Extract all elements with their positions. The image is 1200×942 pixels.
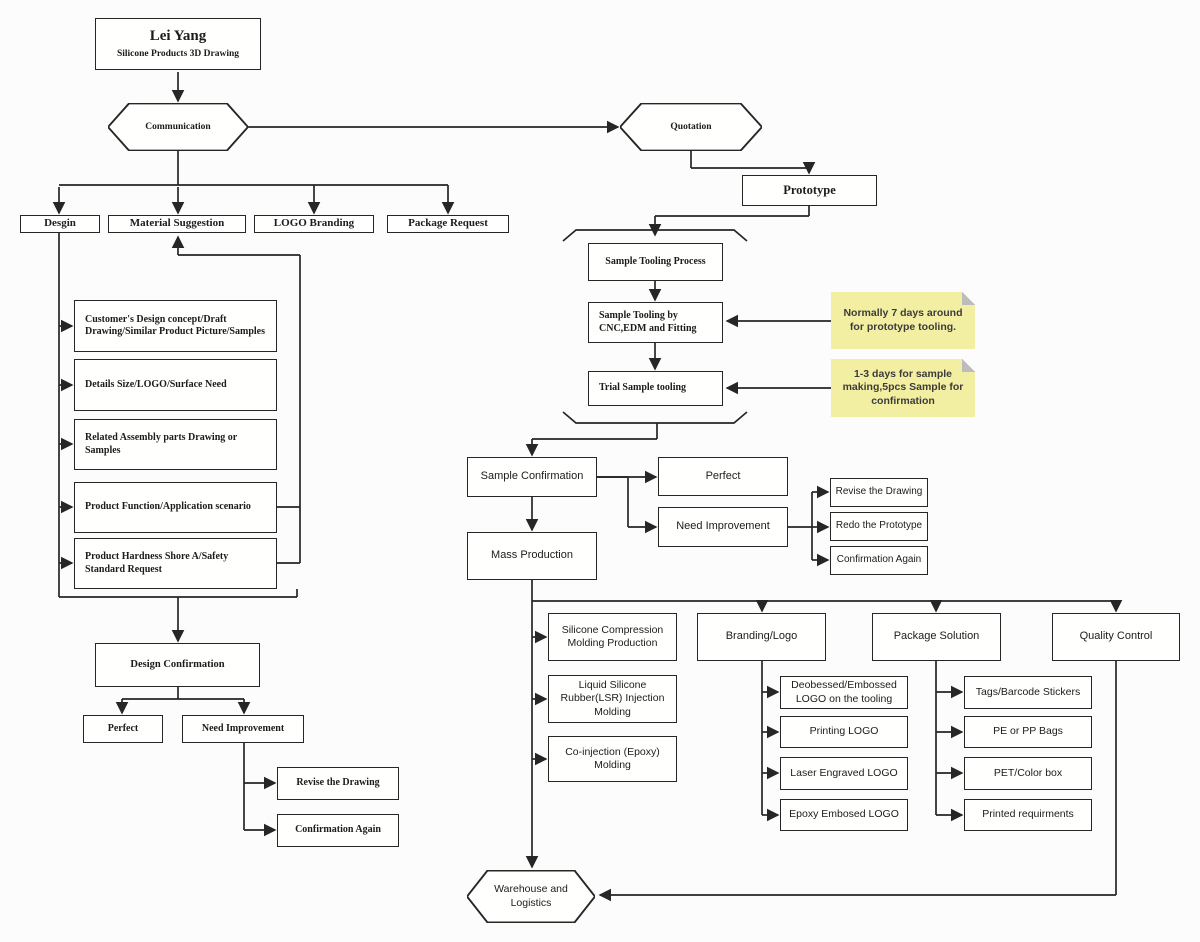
flow-node-package-solution: Package Solution: [872, 613, 1001, 661]
flow-node-trial-sample-tooling: Trial Sample tooling: [588, 371, 723, 406]
flow-node-perfect-left: Perfect: [83, 715, 163, 743]
flow-node-co-injection: Co-injection (Epoxy) Molding: [548, 736, 677, 782]
flow-node-package-request: Package Request: [387, 215, 509, 233]
flow-node-pe-pp-bags: PE or PP Bags: [964, 716, 1092, 748]
flow-hex-quotation: [620, 103, 762, 151]
sticky-note-text: Normally 7 days around for prototype tooling.: [843, 306, 963, 333]
flow-node-design-detail-3: Related Assembly parts Drawing or Samples: [74, 419, 277, 470]
flow-node-sample-tooling-process: Sample Tooling Process: [588, 243, 723, 281]
flow-node-design-detail-1: Customer's Design concept/Draft Drawing/Similar Product Picture/Samples: [74, 300, 277, 352]
flow-node-printed-requirments: Printed requirments: [964, 799, 1092, 831]
flow-node-redo-prototype: Redo the Prototype: [830, 512, 928, 541]
flow-node-lei-yang: [95, 18, 261, 70]
flow-node-lsr-injection: Liquid Silicone Rubber(LSR) Injection Molding: [548, 675, 677, 723]
flow-node-sample-confirmation: Sample Confirmation: [467, 457, 597, 497]
flow-hex-label: Quotation: [670, 121, 712, 132]
note-fold-corner-icon: [962, 292, 975, 305]
flow-node-design-detail-4: Product Function/Application scenario: [74, 482, 277, 533]
note-fold-corner-icon: [962, 359, 975, 372]
flow-node-desgin: Desgin: [20, 215, 100, 233]
flow-node-confirmation-again-left: Confirmation Again: [277, 814, 399, 847]
flow-node-sample-tooling-cnc: Sample Tooling by CNC,EDM and Fitting: [588, 302, 723, 343]
flow-node-logo-branding: LOGO Branding: [254, 215, 374, 233]
sticky-note-prototype-tooling: [831, 292, 975, 349]
flow-node-design-detail-2: Details Size/LOGO/Surface Need: [74, 359, 277, 411]
flow-node-perfect-right: Perfect: [658, 457, 788, 496]
flow-hex-label: Warehouse and Logistics: [494, 882, 568, 909]
flow-node-epoxy-logo: Epoxy Embosed LOGO: [780, 799, 908, 831]
sticky-note-text: 1-3 days for sample making,5pcs Sample for confirmation: [842, 367, 964, 407]
flow-hex-warehouse-logistics: [467, 870, 595, 923]
sticky-note-sample-making: [831, 359, 975, 417]
flow-node-prototype: Prototype: [742, 175, 877, 206]
flow-node-tags-barcode: Tags/Barcode Stickers: [964, 676, 1092, 709]
flow-title: Lei Yang: [149, 28, 207, 45]
flow-node-design-confirmation: Design Confirmation: [95, 643, 260, 687]
flow-node-revise-drawing-right: Revise the Drawing: [830, 478, 928, 507]
flow-node-need-improvement-right: Need Improvement: [658, 507, 788, 547]
flow-node-mass-production: Mass Production: [467, 532, 597, 580]
flow-node-debossed-logo: Deobessed/Embossed LOGO on the tooling: [780, 676, 908, 709]
flow-node-silicone-compression: Silicone Compression Molding Production: [548, 613, 677, 661]
flow-node-branding-logo: Branding/Logo: [697, 613, 826, 661]
flow-node-confirmation-again-right: Confirmation Again: [830, 546, 928, 575]
flow-node-revise-drawing-left: Revise the Drawing: [277, 767, 399, 800]
flow-hex-communication: [108, 103, 248, 151]
flow-node-design-detail-5: Product Hardness Shore A/Safety Standard Request: [74, 538, 277, 589]
flow-node-laser-logo: Laser Engraved LOGO: [780, 757, 908, 790]
flow-node-pet-color-box: PET/Color box: [964, 757, 1092, 790]
flow-subtitle: Silicone Products 3D Drawing: [116, 48, 239, 59]
flow-hex-label: Communication: [145, 121, 211, 132]
flow-node-material-suggestion: Material Suggestion: [108, 215, 246, 233]
flow-node-printing-logo: Printing LOGO: [780, 716, 908, 748]
flow-node-need-improvement-left: Need Improvement: [182, 715, 304, 743]
flow-node-quality-control: Quality Control: [1052, 613, 1180, 661]
